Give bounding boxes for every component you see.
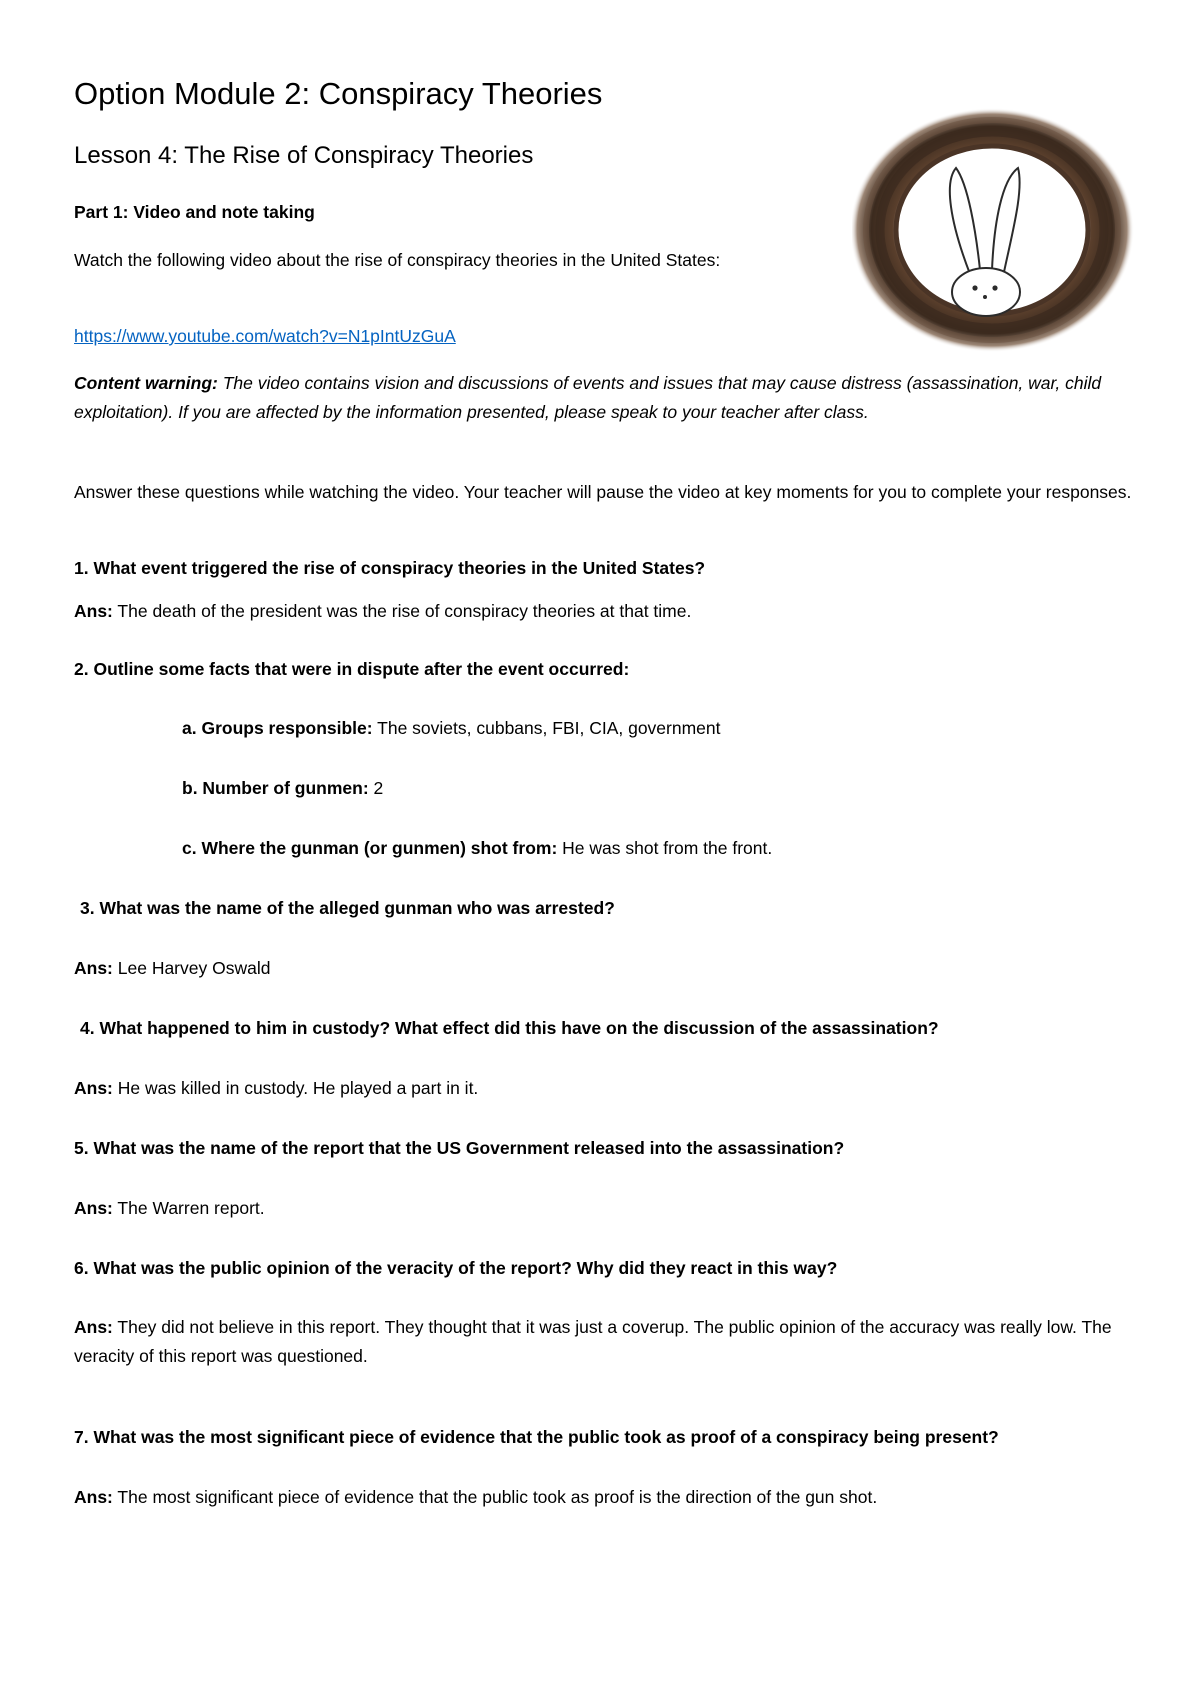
video-link[interactable]: https://www.youtube.com/watch?v=N1pIntUzGuA — [74, 326, 456, 346]
question-7: 7. What was the most significant piece of evidence that the public took as proof of a conspiracy being present? — [74, 1427, 999, 1447]
subitem-b-answer: 2 — [368, 778, 384, 798]
subitem-a-label: a. Groups responsible: — [182, 718, 373, 738]
answer-1-text: The death of the president was the rise of conspiracy theories at that time. — [112, 601, 692, 621]
answer-4 — [74, 1076, 478, 1100]
answer-7-text: The most significant piece of evidence that the public took as proof is the direction of the gun shot. — [112, 1487, 878, 1507]
answer-6 — [74, 1313, 1134, 1371]
warning-label: Content warning: — [74, 373, 218, 393]
question-6: 6. What was the public opinion of the veracity of the report? Why did they react in this way? — [74, 1258, 838, 1278]
ans-label: Ans: — [74, 1078, 113, 1098]
content-warning — [74, 369, 1134, 427]
part-heading: Part 1: Video and note taking — [74, 202, 315, 222]
answer-3-text: Lee Harvey Oswald — [112, 958, 271, 978]
subitem-c — [182, 836, 772, 860]
answer-7 — [74, 1485, 877, 1509]
answer-5 — [74, 1196, 265, 1220]
subitem-a-answer: The soviets, cubbans, FBI, CIA, government — [372, 718, 721, 738]
ans-label: Ans: — [74, 1487, 113, 1507]
answer-1 — [74, 599, 691, 623]
ans-label: Ans: — [74, 601, 113, 621]
intro-paragraph: Watch the following video about the rise of conspiracy theories in the United States: — [74, 250, 721, 270]
subitem-c-answer: He was shot from the front. — [557, 838, 773, 858]
instructions-paragraph: Answer these questions while watching the video. Your teacher will pause the video at key moments for you to complete your responses. — [74, 482, 1132, 502]
subitem-a — [182, 716, 721, 740]
question-2: 2. Outline some facts that were in dispute after the event occurred: — [74, 659, 630, 679]
question-4: 4. What happened to him in custody? What effect did this have on the discussion of the assassination? — [80, 1018, 939, 1038]
subitem-b-label: b. Number of gunmen: — [182, 778, 369, 798]
subitem-c-label: c. Where the gunman (or gunmen) shot from: — [182, 838, 558, 858]
ans-label: Ans: — [74, 1198, 113, 1218]
answer-3 — [74, 956, 270, 980]
question-5: 5. What was the name of the report that the US Government released into the assassination? — [74, 1138, 845, 1158]
warning-text: The video contains vision and discussions of events and issues that may cause distress (assassination, war, child exploitation). If you are affected by the information presented, please speak to your teacher after class. — [74, 373, 1102, 422]
question-3: 3. What was the name of the alleged gunman who was arrested? — [80, 898, 615, 918]
rabbit-hole-icon — [852, 102, 1142, 352]
ans-label: Ans: — [74, 958, 113, 978]
answer-6-text: They did not believe in this report. They thought that it was just a coverup. The public opinion of the accuracy was really low. The veracity of this report was questioned. — [74, 1317, 1112, 1366]
answer-5-text: The Warren report. — [112, 1198, 265, 1218]
page-title: Option Module 2: Conspiracy Theories — [74, 76, 603, 111]
question-1: 1. What event triggered the rise of conspiracy theories in the United States? — [74, 558, 706, 578]
lesson-title: Lesson 4: The Rise of Conspiracy Theories — [74, 142, 534, 169]
subitem-b — [182, 776, 383, 800]
ans-label: Ans: — [74, 1317, 113, 1337]
answer-4-text: He was killed in custody. He played a part in it. — [112, 1078, 479, 1098]
